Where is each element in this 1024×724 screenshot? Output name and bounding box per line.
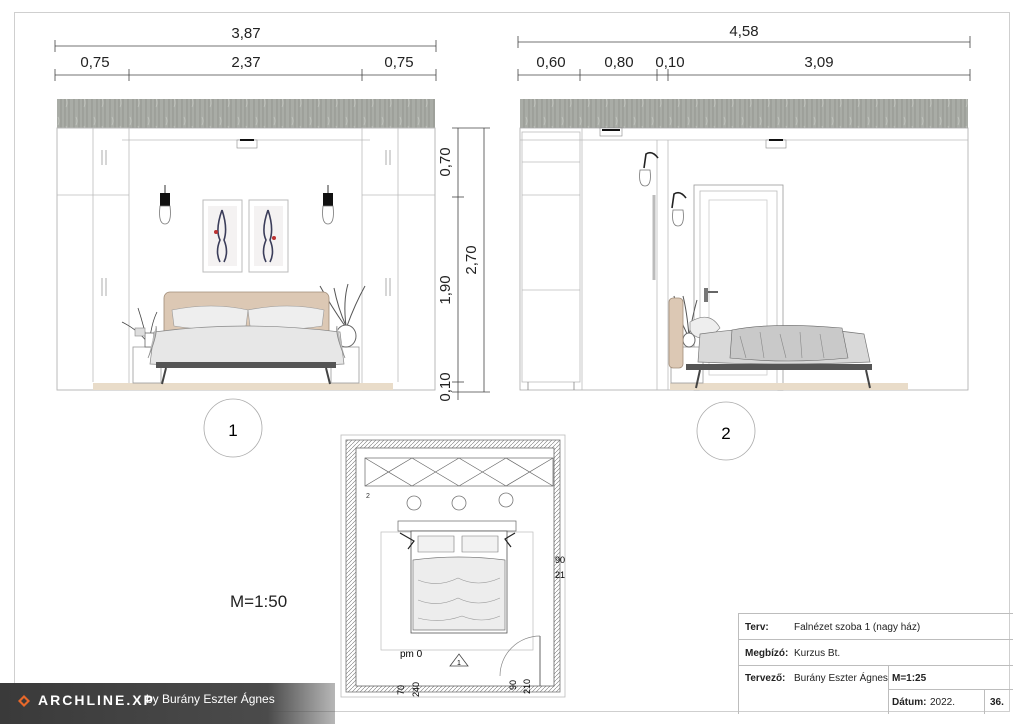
wardrobe-left [57,128,129,390]
artwork-left [203,200,242,272]
elevation-1-vertical-total: 2,70 [463,245,480,275]
ac-unit [237,140,257,148]
plan-dim-70: 70 [396,684,406,695]
megbizo-value: Kurzus Bt. [794,648,841,659]
elevation-1-vseg-mid: 1,90 [437,275,454,305]
plan-headboard [398,521,516,531]
elevation-1-vseg-top: 0,70 [437,147,454,177]
plan-dim-21: 21 [555,570,566,580]
artwork-right [249,200,288,272]
plant-left [122,308,157,347]
terv-value: Falnézet szoba 1 (nagy ház) [794,622,921,633]
wood-ceiling-panel [520,99,968,128]
terv-label: Terv: [745,622,769,633]
brand-name: ARCHLINE.XP [38,692,155,708]
plan-bed [400,531,515,633]
elevation-1-seg-right: 0,75 [384,54,414,71]
plan-floor-label: pm 0 [400,649,423,660]
title-row-terv [739,614,1013,640]
elevation-2-seg-2: 0,80 [604,54,634,71]
megbizo-label: Megbízó: [745,648,789,659]
ac-unit [766,140,786,148]
elevation-2-seg-3: 0,10 [655,54,685,71]
elevation-1-seg-left: 0,75 [80,54,110,71]
plan-dim-240: 240 [411,681,421,697]
elevation-2-seg-4: 3,09 [804,54,834,71]
elevation-1-vseg-bottom: 0,10 [437,372,454,402]
tervezo-value: Burány Eszter Ágnes [794,673,888,684]
elevation-1-total-width: 3,87 [231,25,261,42]
svg-text:2: 2 [366,493,370,500]
floor-rug [93,383,393,390]
title-row-megbizo [739,640,1013,666]
elevation-2 [518,23,970,460]
pendant-lamp-right [323,185,334,224]
wardrobe-side [522,128,668,390]
plan-dim-90b: 90 [508,679,518,690]
floor-plan [341,435,565,697]
wardrobe-right [362,128,435,390]
archline-logo-icon [18,695,30,707]
wall-lamp-lower [672,193,686,226]
floor-rug [670,383,908,390]
elevation-1 [55,25,490,457]
sheet-number: 36. [990,697,1004,708]
wall-lamp-upper [640,153,658,186]
wood-ceiling-panel [57,99,435,128]
drawing-scale: M=1:50 [230,592,288,611]
view-number-1: 1 [228,421,238,440]
view-number-2: 2 [721,424,731,443]
elevation-2-total-width: 4,58 [729,23,759,40]
pendant-lamp-left [160,185,171,224]
plan-dim-90: 90 [555,555,566,565]
socket [135,328,145,336]
elevation-1-seg-mid: 2,37 [231,54,261,71]
datum-value: 2022. [930,697,956,708]
title-block [738,613,1013,714]
title-row-tervezo [739,666,1013,714]
plan-dim-210: 210 [522,678,532,694]
title-scale: M=1:25 [892,673,927,684]
elevation-2-seg-1: 0,60 [536,54,566,71]
datum-label: Dátum: [892,697,927,708]
tervezo-label: Tervező: [745,673,786,684]
bed-front-view [148,292,345,384]
elevation-2-dimensions [518,36,970,81]
svg-text:1: 1 [457,660,461,667]
brand-byline: by Burány Eszter Ágnes [146,692,275,706]
archline-branding [0,683,335,724]
